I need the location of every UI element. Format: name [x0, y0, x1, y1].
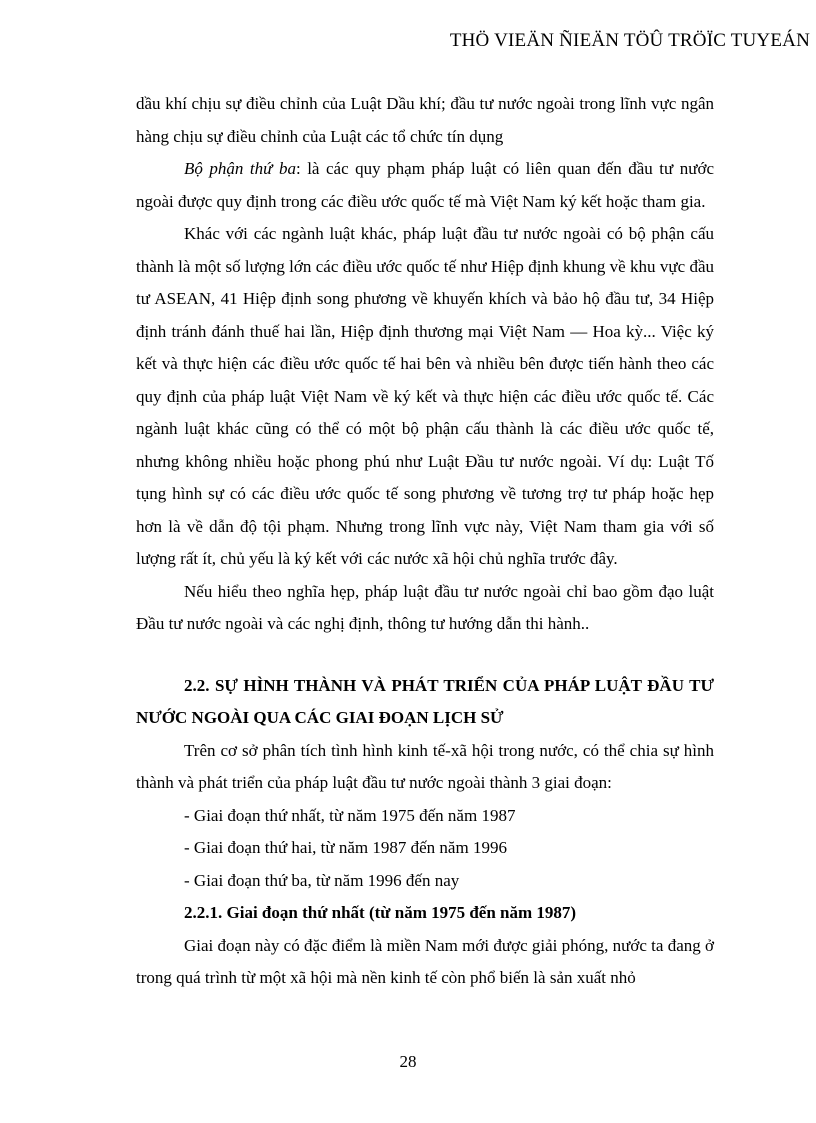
paragraph-2-italic-lead: Bộ phận thứ ba	[184, 159, 296, 178]
page-body	[136, 88, 714, 995]
paragraph-2-text: : là các quy phạm pháp luật có liên quan đến đầu tư nước ngoài được quy định trong các điều ước quốc tế mà Việt Nam ký kết hoặc tham gia.	[136, 159, 714, 211]
paragraph-5: Trên cơ sở phân tích tình hình kinh tế-xã hội trong nước, có thể chia sự hình thành và phát triển của pháp luật đầu tư nước ngoài thành 3 giai đoạn:	[136, 740, 714, 792]
stage-item-3: - Giai đoạn thứ ba, từ năm 1996 đến nay	[184, 870, 460, 890]
running-header: THÖ VIEÄN ÑIEÄN TÖÛ TRÖÏC TUYEÁN	[449, 30, 810, 51]
stage-item-2: - Giai đoạn thứ hai, từ năm 1987 đến năm 1996	[184, 838, 507, 857]
paragraph-3: Khác với các ngành luật khác, pháp luật đầu tư nước ngoài có bộ phận cấu thành là một số lượng lớn các điều ước quốc tế như Hiệp định khung về khu vực đầu tư ASEAN, 41 Hiệp định song phương về khuyến khích và bảo hộ đầu tư, 34 Hiệp định tránh đánh thuế hai lần, Hiệp định thương mại Việt Nam — Hoa kỳ... Việc ký kết và thực hiện các điều ước quốc tế hai bên và nhiều bên được tiến hành theo các quy định của pháp luật Việt Nam về ký kết và thực hiện các điều ước quốc tế. Các ngành luật khác cũng có thể có một bộ phận cấu thành là các điều ước quốc tế, nhưng không nhiều hoặc phong phú như Luật Đầu tư nước ngoài. Ví dụ: Luật Tố tụng hình sự có các điều ước quốc tế song phương về tương trợ tư pháp hoặc hẹp hơn là về dẫn độ tội phạm. Nhưng trong lĩnh vực này, Việt Nam tham gia với số lượng rất ít, chủ yếu là ký kết với các nước xã hội chủ nghĩa trước đây.	[136, 224, 714, 568]
paragraph-6: Giai đoạn này có đặc điểm là miền Nam mới được giải phóng, nước ta đang ở trong quá trình từ một xã hội mà nền kinh tế còn phổ biến là sản xuất nhỏ	[136, 935, 714, 987]
paragraph-4: Nếu hiểu theo nghĩa hẹp, pháp luật đầu tư nước ngoài chỉ bao gồm đạo luật Đầu tư nước ngoài và các nghị định, thông tư hướng dẫn thi hành..	[136, 581, 714, 633]
paragraph-1: dầu khí chịu sự điều chỉnh của Luật Dầu khí; đầu tư nước ngoài trong lĩnh vực ngân hàng chịu sự điều chỉnh của Luật các tổ chức tín dụng	[136, 94, 714, 146]
stage-item-1: - Giai đoạn thứ nhất, từ năm 1975 đến năm 1987	[184, 805, 516, 825]
page-number: 28	[399, 1052, 417, 1071]
paragraph-2	[136, 153, 714, 218]
section-heading-2-2-1: 2.2.1. Giai đoạn thứ nhất (từ năm 1975 đến năm 1987)	[184, 903, 577, 922]
section-heading-2-2: 2.2. SỰ HÌNH THÀNH VÀ PHÁT TRIỂN CỦA PHÁP LUẬT ĐẦU TƯ NƯỚC NGOÀI QUA CÁC GIAI ĐOẠN LỊCH SỬ	[136, 675, 714, 727]
